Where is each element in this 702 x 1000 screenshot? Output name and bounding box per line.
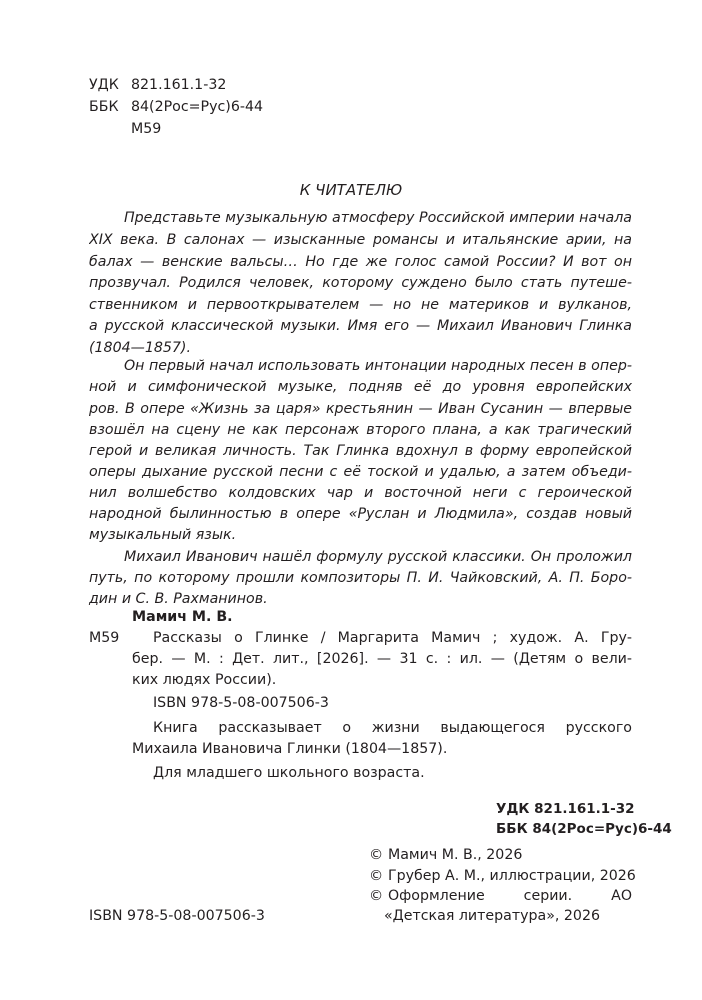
text-line: герой и великая личность. Так Глинка вдохнул в форму европейской [89, 443, 632, 459]
udk-label: УДК [89, 77, 119, 93]
text-line: балах — венские вальсы… Но где же голос самой России? И вот он [89, 254, 632, 270]
catalog-udk: УДК 821.161.1-32 [496, 801, 635, 817]
catalog-annotation-line: Михаила Ивановича Глинки (1804—1857). [132, 741, 448, 757]
catalog-author: Мамич М. В. [132, 609, 233, 625]
catalog-description-line: бер. — М. : Дет. лит., [2026]. — 31 с. : ил. — (Детям о вели- [132, 651, 632, 667]
catalog-bbk: ББК 84(2Рос=Рус)6-44 [496, 821, 672, 837]
catalog-description-line: ких людях России). [132, 672, 277, 688]
foreword-title: К ЧИТАТЕЛЮ [299, 181, 403, 199]
text-line: народной былинностью в опере «Руслан и Людмила», создав новый [89, 506, 632, 522]
text-line: музыкальный язык. [89, 527, 237, 543]
bottom-isbn: ISBN 978-5-08-007506-3 [89, 908, 265, 924]
text-line: ров. В опере «Жизнь за царя» крестьянин — Иван Сусанин — впервые [89, 401, 632, 417]
copyright-icon: © [369, 888, 384, 904]
author-mark: М59 [131, 121, 162, 137]
copyright-icon: © [369, 868, 384, 884]
udk-value: 821.161.1-32 [131, 77, 227, 93]
copyright-line: Мамич М. В., 2026 [388, 847, 523, 863]
bbk-value: 84(2Рос=Рус)6-44 [131, 99, 264, 115]
text-line: Представьте музыкальную атмосферу Российской империи начала [124, 210, 632, 226]
text-line: (1804—1857). [89, 340, 191, 356]
copyright-line: Оформление серии. АО [388, 888, 632, 904]
text-line: взошёл на сцену не как персонаж второго плана, а как трагический [89, 422, 632, 438]
catalog-mark: М59 [89, 630, 120, 646]
text-line: ной и симфонической музыке, подняв её до уровня европейских [89, 379, 632, 395]
text-line: путь, по которому прошли композиторы П. И. Чайковский, А. П. Боро- [89, 570, 632, 586]
copyright-icon: © [369, 847, 384, 863]
catalog-isbn: ISBN 978-5-08-007506-3 [153, 695, 329, 711]
text-line: прозвучал. Родился человек, которому суждено было стать путеше- [89, 275, 632, 291]
text-line: ственником и первооткрывателем — но не материков и вулканов, [89, 297, 632, 313]
text-line: Михаил Иванович нашёл формулу русской классики. Он проложил [124, 549, 632, 565]
catalog-description-line: Рассказы о Глинке / Маргарита Мамич ; худож. А. Гру- [153, 630, 632, 646]
text-line: нил волшебство колдовских чар и восточной неги с героической [89, 485, 632, 501]
catalog-annotation-line: Книга рассказывает о жизни выдающегося русского [153, 720, 632, 736]
copyright-line: «Детская литература», 2026 [384, 908, 601, 924]
text-line: оперы дыхание русской песни с её тоской и удалью, а затем объеди- [89, 464, 632, 480]
bbk-label: ББК [89, 99, 119, 115]
text-line: XIX века. В салонах — изысканные романсы и итальянские арии, на [89, 232, 632, 248]
text-line: дин и С. В. Рахманинов. [89, 591, 268, 607]
copyright-line: Грубер А. М., иллюстрации, 2026 [388, 868, 636, 884]
catalog-audience: Для младшего школьного возраста. [153, 765, 425, 781]
text-line: а русской классической музыки. Имя его — Михаил Иванович Глинка [89, 318, 632, 334]
text-line: Он первый начал использовать интонации народных песен в опер- [124, 358, 632, 374]
